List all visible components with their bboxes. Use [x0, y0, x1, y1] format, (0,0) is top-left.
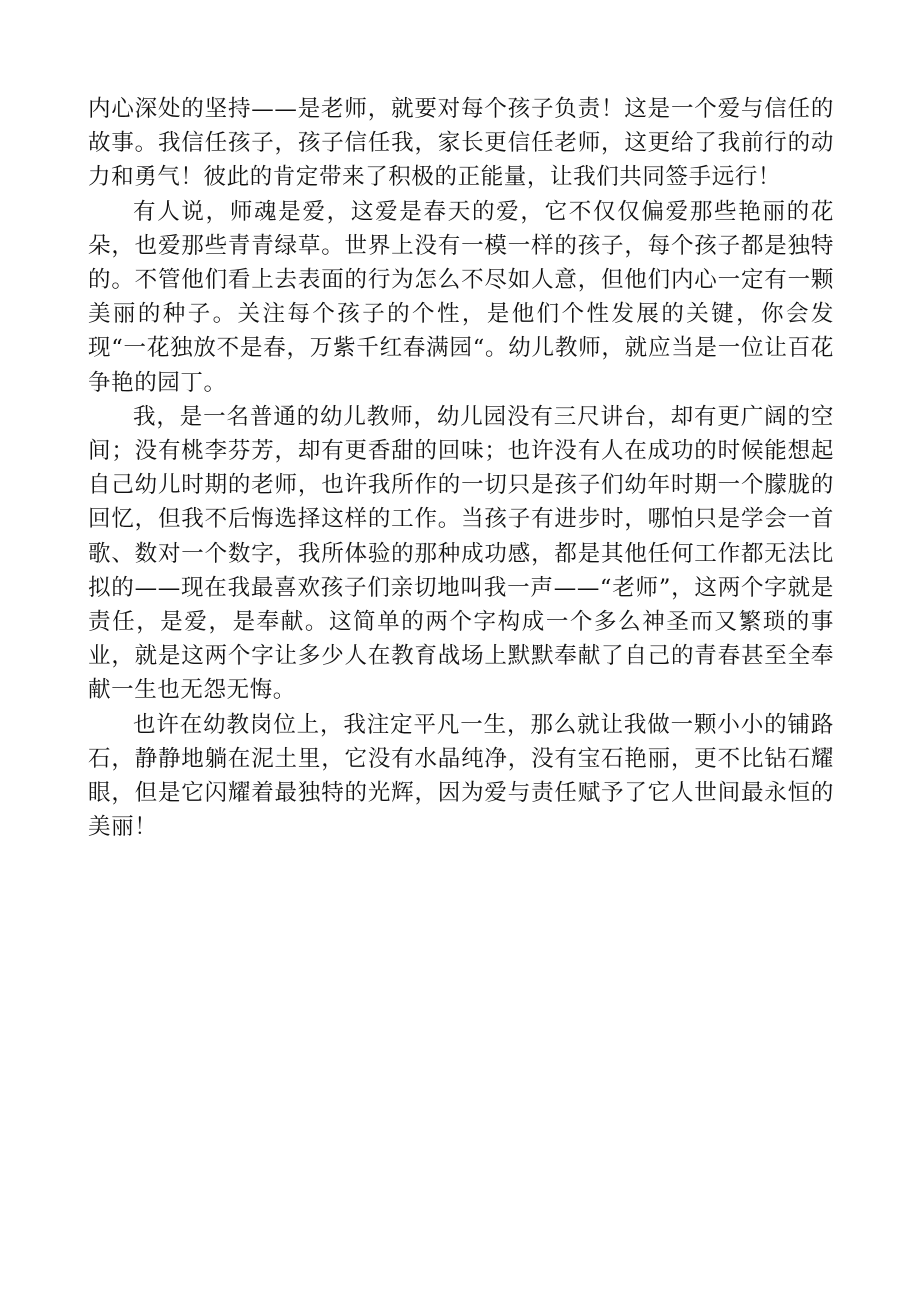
paragraph-4: 也许在幼教岗位上，我注定平凡一生，那么就让我做一颗小小的铺路石，静静地躺在泥土里，它没有水晶纯净，没有宝石艳丽，更不比钻石耀眼，但是它闪耀着最独特的光辉，因为爱与责任赋予了它人世间最永恒的美丽！: [88, 711, 834, 841]
paragraph-2: 有人说，师魂是爱，这爱是春天的爱，它不仅仅偏爱那些艳丽的花朵，也爱那些青青绿草。世界上没有一模一样的孩子，每个孩子都是独特的。不管他们看上去表面的行为怎么不尽如人意，但他们内心一定有一颗美丽的种子。关注每个孩子的个性，是他们个性发展的关键，你会发现“一花独放不是春，万紫千红春满园“。幼儿教师，就应当是一位让百花争艳的园丁。: [88, 198, 834, 396]
paragraph-1: 内心深处的坚持——是老师，就要对每个孩子负责！这是一个爱与信任的故事。我信任孩子，孩子信任我，家长更信任老师，这更给了我前行的动力和勇气！彼此的肯定带来了积极的正能量，让我们共同签手远行！: [88, 96, 834, 191]
document-body: [88, 92, 834, 844]
paragraph-3: 我，是一名普通的幼儿教师，幼儿园没有三尺讲台，却有更广阔的空间；没有桃李芬芳，却有更香甜的回味；也许没有人在成功的时候能想起自己幼儿时期的老师，也许我所作的一切只是孩子们幼年时期一个朦胧的回忆，但我不后悔选择这样的工作。当孩子有进步时，哪怕只是学会一首歌、数对一个数字，我所体验的那种成功感，都是其他任何工作都无法比拟的——现在我最喜欢孩子们亲切地叫我一声——“老师”，这两个字就是责任，是爱，是奉献。这简单的两个字构成一个多么神圣而又繁琐的事业，就是这两个字让多少人在教育战场上默默奉献了自己的青春甚至全奉献一生也无怨无悔。: [88, 403, 834, 704]
